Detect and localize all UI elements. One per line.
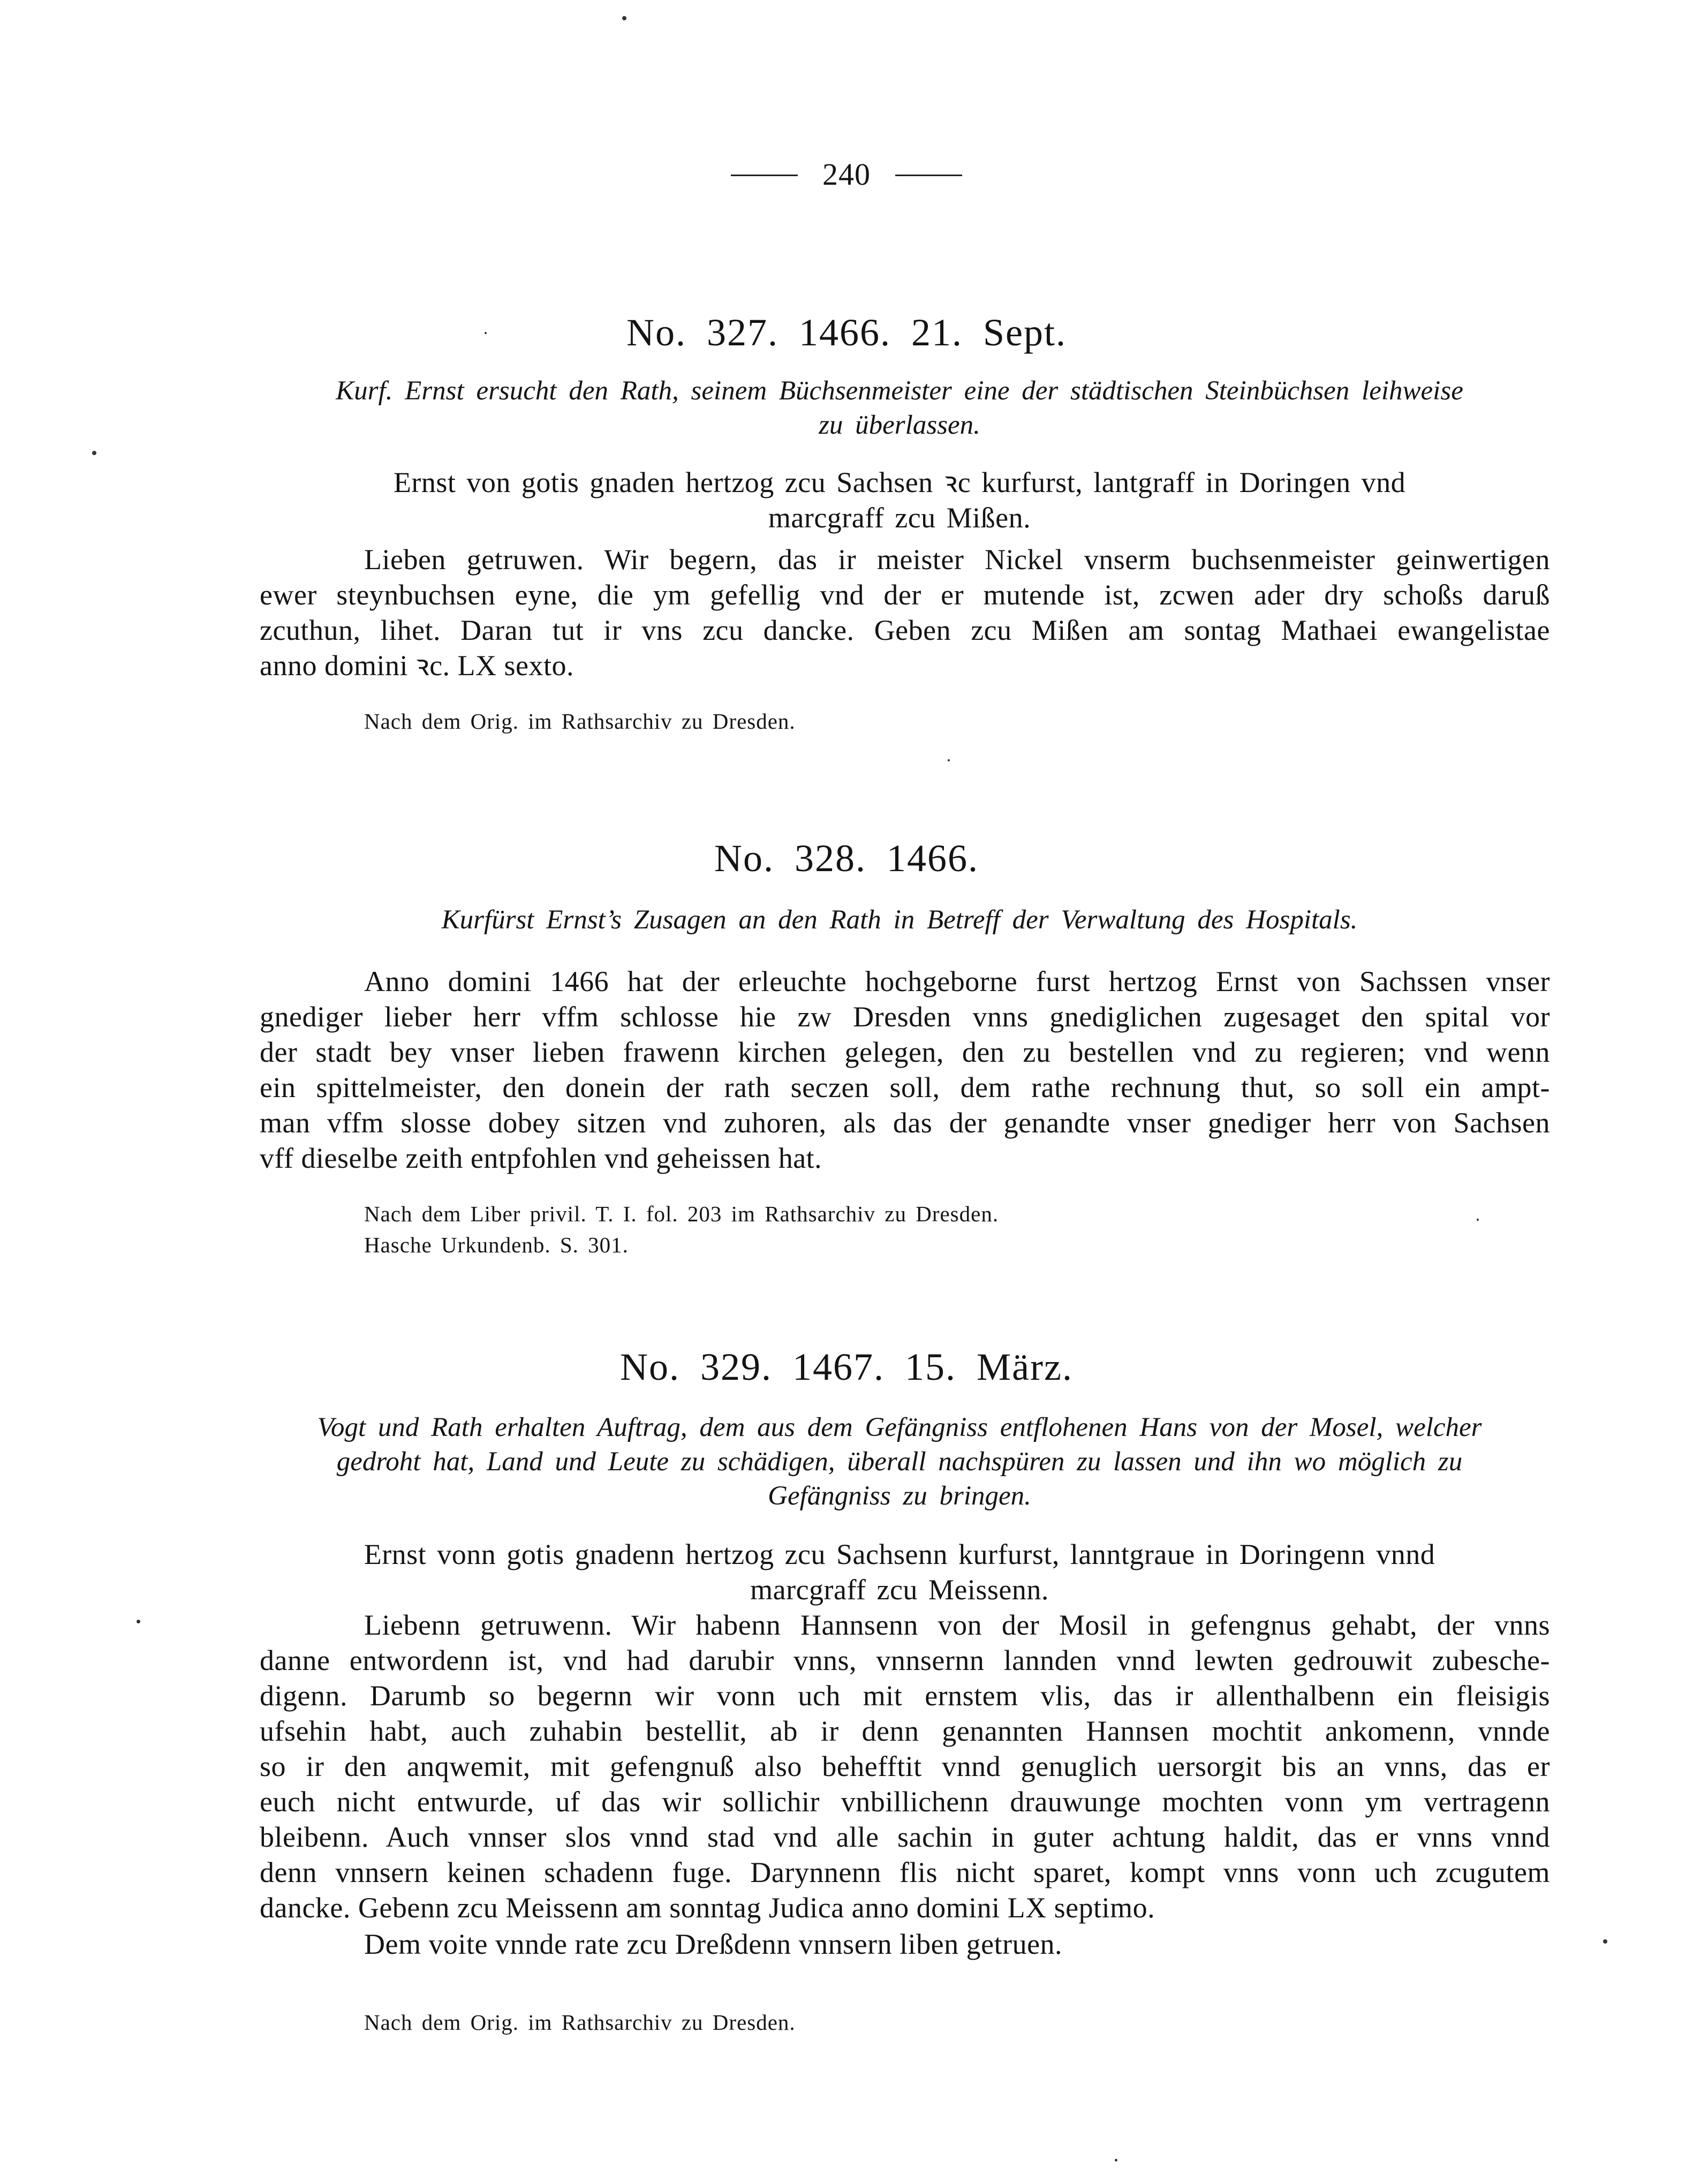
scan-speck — [92, 451, 96, 455]
source-line: Nach dem Liber privil. T. I. fol. 203 im Rathsarchiv zu Dresden. — [364, 1201, 999, 1226]
body-line: ufsehin habt, auch zuhabin bestellit, ab ir denn genannten Hannsen mochtit ankomenn, vnnde — [260, 1715, 1550, 1747]
source-line: Nach dem Orig. im Rathsarchiv zu Dresden. — [364, 709, 796, 734]
source-note-328 — [364, 1198, 999, 1260]
scan-speck — [948, 759, 950, 761]
source-note-327 — [364, 706, 796, 737]
body-line: vff dieselbe zeith entpfohlen vnd geheissen hat. — [260, 1142, 822, 1174]
document-heading-329: No. 329. 1467. 15. März. — [620, 1346, 1073, 1388]
summary-line: Vogt und Rath erhalten Auftrag, dem aus dem Gefängniss entflohenen Hans von der Mosel, welcher — [317, 1412, 1482, 1442]
document-heading-328: No. 328. 1466. — [714, 837, 979, 880]
source-note-329 — [364, 2007, 796, 2038]
salutation-327 — [252, 465, 1547, 535]
body-line: zcuthun, lihet. Daran tut ir vns zcu dancke. Geben zcu Mißen am sontag Mathaei ewangelistae — [260, 614, 1550, 646]
salutation-329 — [252, 1537, 1547, 1607]
document-heading-327: No. 327. 1466. 21. Sept. — [626, 311, 1067, 354]
document-summary-328 — [252, 903, 1547, 937]
body-line: bleibenn. Auch vnnser slos vnnd stad vnd alle sachin in guter achtung haldit, das er vnns vnnd — [260, 1821, 1550, 1853]
page-number: 240 — [822, 157, 871, 192]
document-summary-329 — [252, 1410, 1547, 1513]
body-line: Anno domini 1466 hat der erleuchte hochgeborne furst hertzog Ernst von Sachssen vnser — [364, 965, 1550, 997]
document-body-328 — [260, 964, 1550, 1176]
body-line: denn vnnsern keinen schadenn fuge. Darynnenn flis nicht sparet, kompt vnns vonn uch zcugutem — [260, 1856, 1550, 1888]
left-rule — [731, 175, 798, 176]
body-line: gnediger lieber herr vffm schlosse hie zw Dresden vnns gnediglichen zugesaget den spital vor — [260, 1001, 1550, 1033]
scan-speck — [485, 332, 487, 334]
body-line: ewer steynbuchsen eyne, die ym gefellig vnd der er mutende ist, zcwen ader dry schoßs daruß — [260, 579, 1550, 611]
body-line: euch nicht entwurde, uf das wir sollichir vnbillichenn drauwunge mochten vonn ym vertragenn — [260, 1786, 1550, 1818]
body-line: danne entwordenn ist, vnd had darubir vnns, vnnsernn lannden vnnd lewten gedrouwit zubesche- — [260, 1644, 1550, 1676]
body-line: anno domini ꝛc. LX sexto. — [260, 649, 575, 682]
body-line: Lieben getruwen. Wir begern, das ir meister Nickel vnserm buchsenmeister geinwertigen — [364, 543, 1550, 576]
scan-speck — [1603, 1939, 1607, 1944]
closing-address-329: Dem voite vnnde rate zcu Dreßdenn vnnsern liben getruen. — [364, 1928, 1063, 1960]
scan-speck — [137, 1620, 140, 1623]
summary-line: Gefängniss zu bringen. — [768, 1481, 1031, 1511]
body-line: ein spittelmeister, den donein der rath seczen soll, dem rathe rechnung thut, so soll ein ampt- — [260, 1071, 1550, 1104]
salutation-line: Ernst von gotis gnaden hertzog zcu Sachsen ꝛc kurfurst, lantgraff in Doringen vnd — [393, 466, 1406, 498]
scan-speck — [622, 16, 626, 20]
salutation-line: marcgraff zcu Meissenn. — [750, 1574, 1049, 1606]
body-line: der stadt bey vnser lieben frawenn kirchen gelegen, den zu bestellen vnd zu regieren; vnd wenn — [260, 1036, 1550, 1068]
summary-line: Kurfürst Ernst’s Zusagen an den Rath in Betreff der Verwaltung des Hospitals. — [441, 905, 1358, 935]
document-summary-327 — [252, 374, 1547, 442]
summary-line: zu überlassen. — [819, 410, 980, 440]
scan-speck — [1477, 1219, 1479, 1221]
body-line: digenn. Darumb so begernn wir vonn uch mit ernstem vlis, das ir allenthalbenn ein fleisigis — [260, 1680, 1550, 1712]
summary-line: Kurf. Ernst ersucht den Rath, seinem Büchsenmeister eine der städtischen Steinbüchsen leihweise — [336, 376, 1463, 406]
source-line: Hasche Urkundenb. S. 301. — [364, 1233, 629, 1257]
right-rule — [895, 175, 962, 176]
summary-line: gedroht hat, Land und Leute zu schädigen, überall nachspüren zu lassen und ihn wo möglich zu — [336, 1447, 1463, 1477]
document-body-329 — [260, 1607, 1550, 1925]
salutation-line: marcgraff zcu Mißen. — [768, 502, 1031, 534]
body-line: Liebenn getruwenn. Wir habenn Hannsenn von der Mosil in gefengnus gehabt, der vnns — [364, 1609, 1550, 1641]
page-number-header — [0, 156, 1693, 192]
scan-speck — [1115, 2159, 1117, 2162]
document-body-327 — [260, 542, 1550, 683]
body-line: dancke. Gebenn zcu Meissenn am sonntag Judica anno domini LX septimo. — [260, 1892, 1155, 1924]
body-line: man vffm slosse dobey sitzen vnd zuhoren, als das der genandte vnser gnediger herr von Sachsen — [260, 1107, 1550, 1139]
body-line: so ir den anqwemit, mit gefengnuß also behefftit vnnd genuglich uersorgit bis an vnns, das er — [260, 1750, 1550, 1782]
source-line: Nach dem Orig. im Rathsarchiv zu Dresden. — [364, 2010, 796, 2035]
salutation-line: Ernst vonn gotis gnadenn hertzog zcu Sachsenn kurfurst, lanntgraue in Doringenn vnnd — [364, 1538, 1435, 1570]
